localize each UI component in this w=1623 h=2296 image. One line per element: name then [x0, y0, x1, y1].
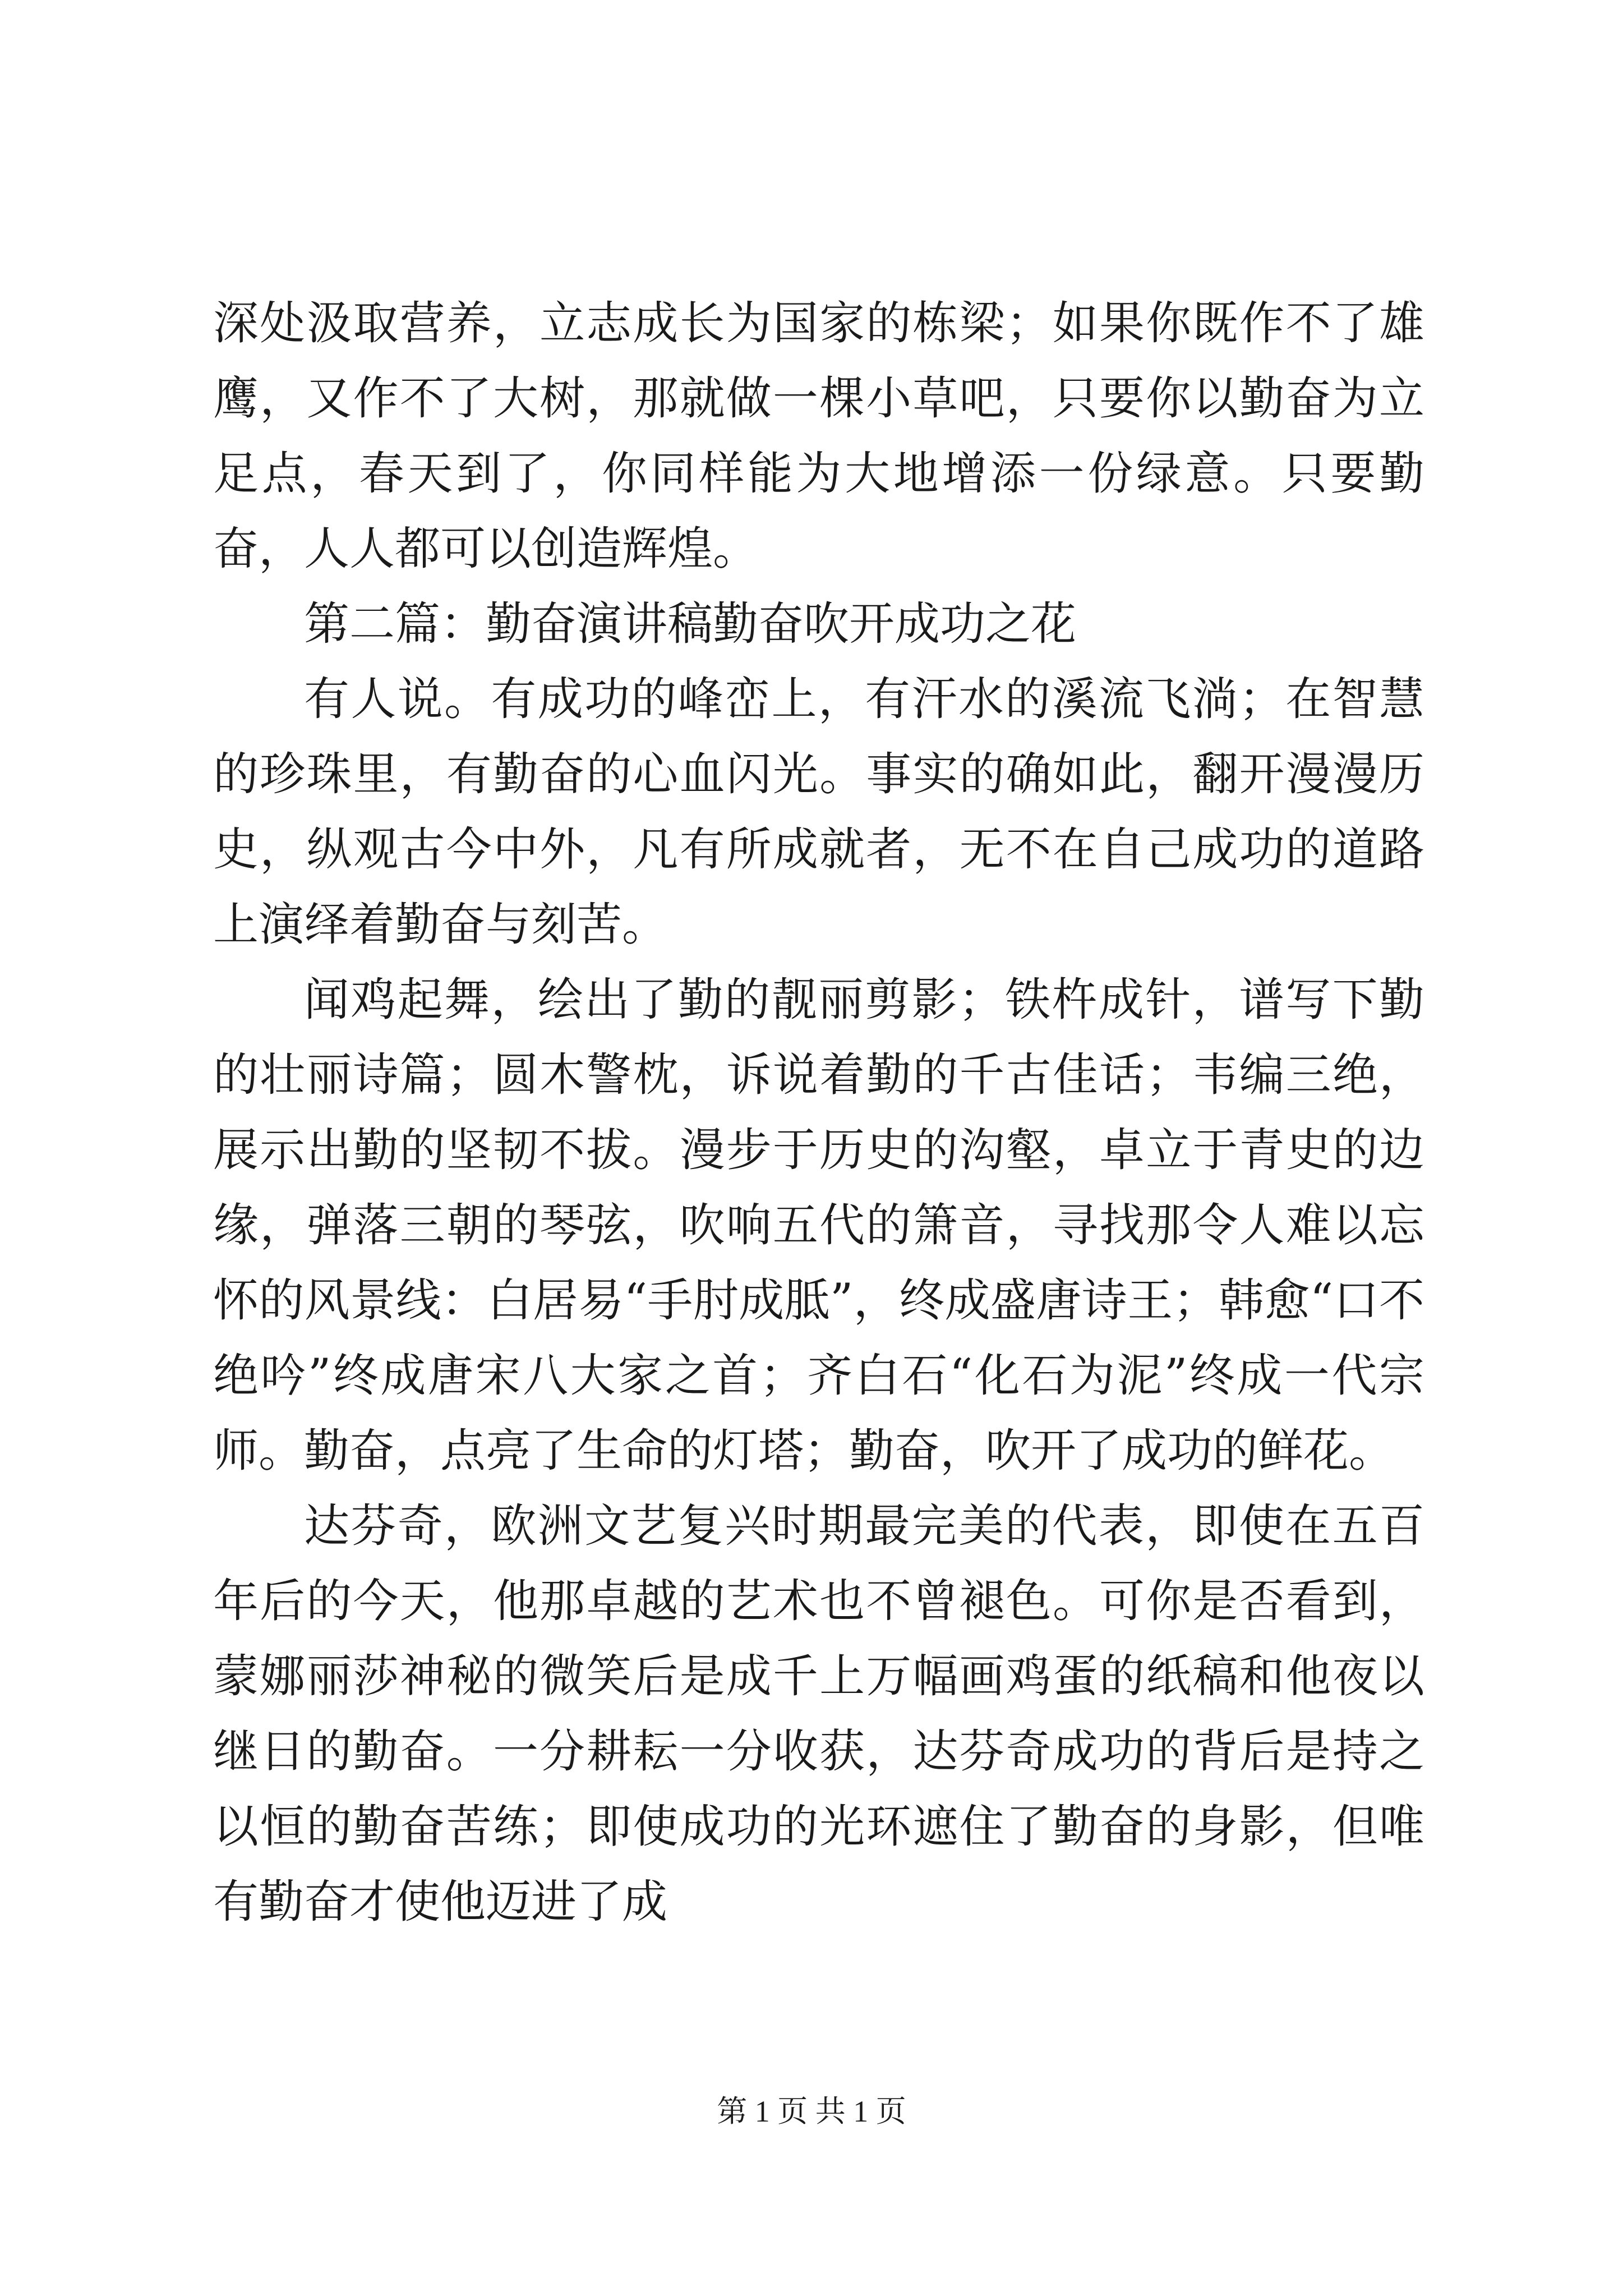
paragraph: 闻鸡起舞，绘出了勤的靓丽剪影；铁杵成针，谱写下勤的壮丽诗篇；圆木警枕，诉说着勤的千古佳话；韦编三绝，展示出勤的坚韧不拔。漫步于历史的沟壑，卓立于青史的边缘，弹落三朝的琴弦，吹响五代的箫音，寻找那令人难以忘怀的风景线：白居易“手肘成胝”，终成盛唐诗王；韩愈“口不绝吟”终成唐宋八大家之首；齐白石“化石为泥”终成一代宗师。勤奋，点亮了生命的灯塔；勤奋，吹开了成功的鲜花。: [213, 974, 1424, 1478]
paragraph-continuation: 深处汲取营养，立志成长为国家的栋梁；如果你既作不了雄鹰，又作不了大树，那就做一棵小草吧，只要你以勤奋为立足点，春天到了，你同样能为大地增添一份绿意。只要勤奋，人人都可以创造辉煌。: [213, 297, 1424, 576]
paragraph: 达芬奇，欧洲文艺复兴时期最完美的代表，即使在五百年后的今天，他那卓越的艺术也不曾褪色。可你是否看到，蒙娜丽莎神秘的微笑后是成千上万幅画鸡蛋的纸稿和他夜以继日的勤奋。一分耕耘一分收获，达芬奇成功的背后是持之以恒的勤奋苦练；即使成功的光环遮住了勤奋的身影，但唯有勤奋才使他迈进了成: [213, 1500, 1424, 1929]
section-heading: 第二篇：勤奋演讲稿勤奋吹开成功之花: [304, 598, 1077, 651]
paragraph: 有人说。有成功的峰峦上，有汗水的溪流飞淌；在智慧的珍珠里，有勤奋的心血闪光。事实的确如此，翻开漫漫历史，纵观古今中外，凡有所成就者，无不在自己成功的道路上演绎着勤奋与刻苦。: [213, 673, 1424, 951]
document-body: [213, 286, 1424, 1940]
page-footer: 第 1 页 共 1 页: [717, 2095, 906, 2128]
